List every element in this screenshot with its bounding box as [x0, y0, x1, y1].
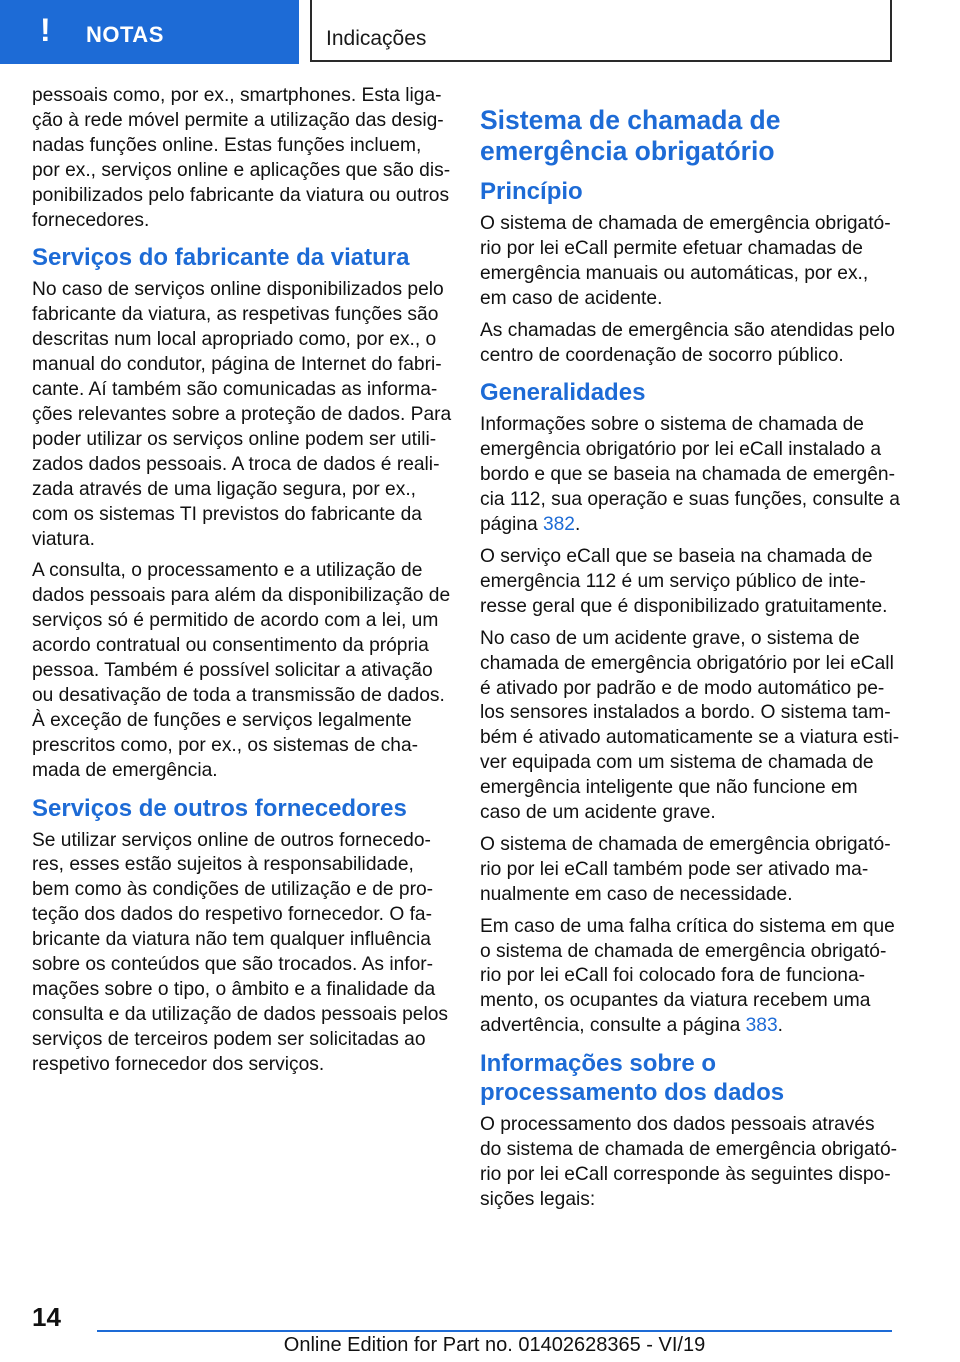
page-number: 14: [32, 1302, 61, 1332]
footer-edition: Online Edition for Part no. 01402628365 - VI/19: [283, 1334, 706, 1356]
paragraph: O serviço eCall que se baseia na chamada de emergência 112 é um serviço público de interesse geral que é disponibilizado gratuitamente.: [480, 545, 888, 617]
left-column: [32, 84, 452, 1085]
heading-fabricante: Serviços do fabricante da viatura: [32, 244, 410, 272]
paragraph: No caso de serviços online disponibilizados pelo fabricante da viatura, as respetivas funções são descritas num local apropriado como, por ex., o manual do condutor, página de Internet do fabricante. Aí também são comunicadas as informações relevantes sobre a proteção de dados. Para poder utilizar os serviços online podem ser utilizados dados pessoais. A troca de dados é realizada através de uma ligação segura, por ex., com os sistemas TI previstos do fabricante da viatura.: [32, 279, 452, 550]
paragraph: pessoais como, por ex., smartphones. Esta ligação à rede móvel permite a utilização das designadas funções online. Estas funções incluem, por ex., serviços online e aplicações que são disponibilizados pelo fabricante da viatura ou outros fornecedores.: [32, 85, 451, 231]
paragraph: O sistema de chamada de emergência obrigatório por lei eCall permite efetuar chamadas de emergência manuais ou automáticas, por ex., em caso de acidente.: [480, 213, 891, 309]
paragraph: O processamento dos dados pessoais através do sistema de chamada de emergência obrigatório por lei eCall corresponde às seguintes disposições legais:: [480, 1114, 898, 1210]
heading-generalidades: Generalidades: [480, 379, 646, 407]
paragraph-text: Informações sobre o sistema de chamada de emergência obrigatório por lei eCall instalado a bordo e que se baseia na chamada de emergência 112, sua operação e suas funções, consulte a página: [480, 414, 900, 536]
heading-processamento: Informações sobre o processamento dos dados: [480, 1050, 785, 1107]
chapter-title: Sistema de chamada de emergência obrigatório: [480, 105, 781, 166]
footer-divider: [97, 1330, 892, 1332]
paragraph: A consulta, o processamento e a utilização de dados pessoais para além da disponibilização de serviços só é permitido de acordo com a lei, um acordo contratual ou consentimento da própria pessoa. Também é possível solicitar a ativação ou desativação de toda a transmissão de dados. À exceção de funções e serviços legalmente prescritos como, por ex., os sistemas de chamada de emergência.: [32, 560, 451, 781]
paragraph: [480, 413, 900, 538]
paragraph-end: .: [574, 514, 581, 536]
page-link-382[interactable]: 382: [542, 514, 575, 536]
paragraph: O sistema de chamada de emergência obrigatório por lei eCall também pode ser ativado manualmente em caso de necessidade.: [480, 833, 891, 905]
heading-principio: Princípio: [480, 178, 583, 205]
paragraph-end: .: [777, 1015, 783, 1037]
right-column: [480, 84, 900, 1220]
subsection-title: Indicações: [326, 27, 427, 50]
paragraph: Se utilizar serviços online de outros fornecedores, esses estão sujeitos à responsabilidade, bem como às condições de utilização e de proteção dos dados do respetivo fornecedor. O fabricante da viatura não tem qualquer influência sobre os conteúdos que são trocados. As informações sobre o tipo, o âmbito e a finalidade da consulta e da utilização de dados pessoais pelos serviços de terceiros podem ser solicitadas ao respetivo fornecedor dos serviços.: [32, 829, 449, 1075]
exclamation-icon: !: [40, 12, 51, 48]
paragraph: As chamadas de emergência são atendidas pelo centro de coordenação de socorro público.: [480, 319, 895, 366]
section-title: NOTAS: [86, 22, 164, 47]
paragraph: [480, 915, 900, 1040]
header-section-tab: [0, 0, 299, 64]
heading-outros-fornecedores: Serviços de outros fornecedores: [32, 794, 407, 822]
paragraph: No caso de um acidente grave, o sistema de chamada de emergência obrigatório por lei eCall é ativado por padrão e de modo automático pelos sensores instalados a bordo. O sistema também é ativado automaticamente se a viatura estiver equipada com um sistema de chamada de emergência inteligente que não funcione em caso de um acidente grave.: [480, 627, 900, 824]
paragraph-text: Em caso de uma falha crítica do sistema em que o sistema de chamada de emergência obrigatório por lei eCall foi colocado fora de funcionamento, os ocupantes da viatura recebem uma advertência, consulte a página: [480, 915, 895, 1037]
page-link-383[interactable]: 383: [745, 1015, 778, 1037]
